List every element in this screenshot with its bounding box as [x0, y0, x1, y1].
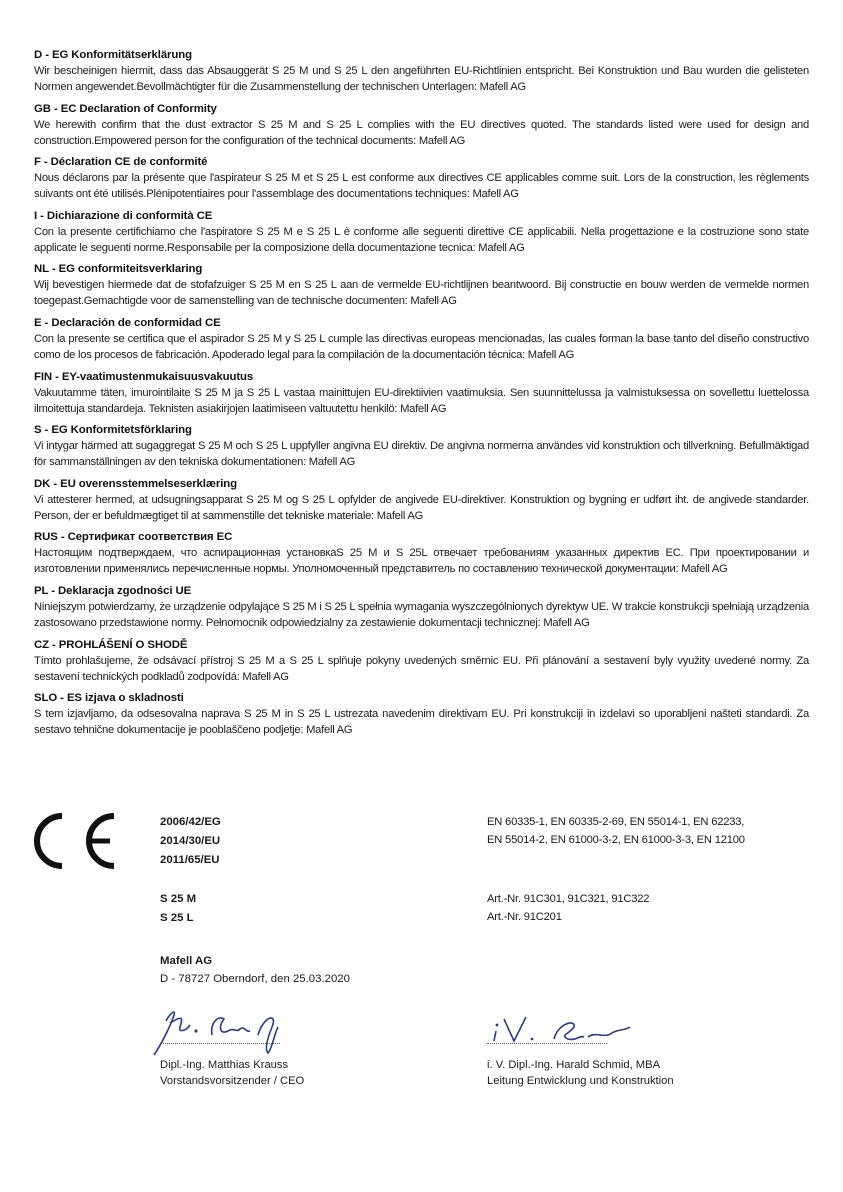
ce-mark-icon [34, 812, 144, 870]
article-numbers [487, 890, 649, 926]
section-title: CZ - PROHLÁŠENÍ O SHODĚ [34, 638, 188, 651]
section-title: I - Dichiarazione di conformità CE [34, 209, 213, 222]
section-dk [34, 476, 809, 524]
article-number: Art.-Nr. 91C201 [487, 911, 562, 923]
section-title: D - EG Konformitätserklärung [34, 49, 192, 61]
section-text: Con la presente se certifica que el aspirador S 25 M y S 25 L cumple las directivas europeas mencionadas, las cuales forman la base tanto del diseño constructivo como de los procesos de fabricación. Apoderado legal para la compilación de la documentación técnica: Mafell AG [34, 332, 809, 361]
section-title: NL - EG conformiteitsverklaring [34, 263, 203, 276]
standard-line: EN 60335-1, EN 60335-2-69, EN 55014-1, EN 62233, [487, 816, 745, 828]
section-text: We herewith confirm that the dust extractor S 25 M and S 25 L complies with the EU directives quoted. The standards listed were used for design and construction.Empowered person for the configuration of the technical documents: Mafell AG [34, 118, 809, 147]
models-list [160, 890, 196, 928]
section-es [34, 315, 809, 363]
section-title: DK - EU overensstemmelseserklæring [34, 477, 237, 490]
signer-role: Leitung Entwicklung und Konstruktion [487, 1075, 674, 1087]
section-title: F - Déclaration CE de conformité [34, 156, 208, 169]
section-text: Настоящим подтверждаем, что аспирационная установкаS 25 M и S 25L отвечает требованиям указанных директив ЕС. При проектировании и изготовлении применялись перечисленные нормы. Уполномоченный представитель по составлению технической документации: Mafell AG [34, 547, 809, 576]
directive: 2006/42/EG [160, 816, 221, 828]
article-number: Art.-Nr. 91C301, 91C321, 91C322 [487, 893, 650, 905]
signer-left [160, 1057, 304, 1089]
section-nl [34, 261, 809, 309]
company-block [160, 952, 350, 988]
section-gb [34, 101, 809, 149]
handwritten-signature-icon [140, 1005, 310, 1057]
section-se [34, 422, 809, 470]
section-text: Vi intygar härmed att sugaggregat S 25 M och S 25 L uppfyller angivna EU direktiv. De angivna normerna användes vid konstruktion och tillverkning. Befullmäktigad för sammanställningen av den tekniska dokumentationen: Mafell AG [34, 440, 809, 469]
standard-line: EN 55014-2, EN 61000-3-2, EN 61000-3-3, EN 12100 [487, 834, 745, 846]
section-title: FIN - EY-vaatimustenmukaisuusvakuutus [34, 370, 254, 383]
signer-name: i. V. Dipl.-Ing. Harald Schmid, MBA [487, 1059, 661, 1071]
section-text: Niniejszym potwierdzamy, że urządzenie odpylające S 25 M i S 25 L spełnia wymagania wyszczególnionych dyrektyw UE. W trakcie konstrukcji spełniają urządzenia zastosowano przedstawione normy. Pełnomocnik odpowiedzialny za zestawienie dokumentacji technicznej: Mafell AG [34, 600, 809, 629]
section-text: S tem izjavljamo, da odsesovalna naprava S 25 M in S 25 L ustrezata navedenim direktivam EU. Pri konstrukciji in izdelavi so uporabljeni našteti standardi. Za sestavo tehnične dokumentacije je pooblaščeno podjetje: Mafell AG [34, 708, 809, 737]
section-fr [34, 154, 809, 202]
section-title: PL - Deklaracja zgodności UE [34, 584, 192, 597]
section-text: Nous déclarons par la présente que l'aspirateur S 25 M et S 25 L est conforme aux directives CE applicables comme suit. Lors de la construction, les règlements suivants ont été utilisés.Plénipotentiaires pour l'assemblage des documentations techniques: Mafell AG [34, 172, 809, 201]
directive: 2014/30/EU [160, 835, 221, 847]
section-title: RUS - Сертификат соответствия ЕС [34, 531, 233, 544]
section-cz [34, 637, 809, 685]
section-title: SLO - ES izjava o skladnosti [34, 692, 184, 705]
section-text: Con la presente certifichiamo che l'aspiratore S 25 M e S 25 L è conforme alle seguenti direttive CE applicabili. Nella progettazione e la costruzione sono state applicate le seguenti norme.Responsabile per la composizione della documentazione tecnica: Mafell AG [34, 225, 809, 254]
directives-list [160, 813, 221, 870]
directive: 2011/65/EU [160, 854, 220, 866]
standards-list [487, 813, 745, 849]
section-rus [34, 529, 809, 577]
signer-role: Vorstandsvorsitzender / CEO [160, 1075, 305, 1087]
section-de [34, 47, 809, 95]
section-text: Vakuutamme täten, imurointilaite S 25 M ja S 25 L vastaa mainittujen EU-direktiivien vaatimuksia. Sen suunnittelussa ja valmistuksessa on sovellettu luettelossa ilmoitettuja standardeja. Teknisten asiakirjojen laatimiseen valtuutettu henkilö: Mafell AG [34, 386, 809, 415]
handwritten-signature-icon [484, 1005, 644, 1051]
company-name: Mafell AG [160, 955, 213, 967]
section-title: GB - EC Declaration of Conformity [34, 102, 217, 115]
section-title: E - Declaración de conformidad CE [34, 316, 221, 329]
section-text: Vi attesterer hermed, at udsugningsapparat S 25 M og S 25 L opfylder de angivede EU-direktiver. Konstruktion og bygning er udført iht. de angivede standarder. Person, der er befuldmægtiget til at sammenstille det tekniske materiale: Mafell AG [34, 493, 809, 522]
signer-right [487, 1057, 674, 1089]
section-slo [34, 690, 809, 738]
section-pl [34, 583, 809, 631]
signature-line [160, 1043, 280, 1044]
model: S 25 M [160, 893, 197, 905]
declaration-text [34, 47, 809, 744]
section-it [34, 208, 809, 256]
company-address: D - 78727 Oberndorf, den 25.03.2020 [160, 973, 350, 985]
signature-line [487, 1043, 607, 1044]
section-title: S - EG Konformitetsförklaring [34, 424, 192, 437]
section-fin [34, 369, 809, 417]
section-text: Wij bevestigen hiermede dat de stofafzuiger S 25 M en S 25 L aan de vermelde EU-richtlijnen beantwoord. Bij constructie en bouw werden de vermelde normen toegepast.Gemachtigde voor de samenstelling van de technische documenten: Mafell AG [34, 279, 809, 308]
section-text: Tímto prohlašujeme, že odsávací přístroj S 25 M a S 25 L splňuje pokyny uvedených směrnic EU. Při plánování a sestavení byly využity uvedené normy. Za sestavení technických podkladů zodpovídá: Mafell AG [34, 654, 809, 683]
model: S 25 L [160, 912, 194, 924]
signer-name: Dipl.-Ing. Matthias Krauss [160, 1059, 289, 1071]
section-text: Wir bescheinigen hiermit, dass das Absauggerät S 25 M und S 25 L den angeführten EU-Richtlinien entspricht. Bei Konstruktion und Bau wurden die gelisteten Normen angewendet.Bevollmächtigter für die Zusammenstellung der technischen Unterlagen: Mafell AG [34, 65, 809, 93]
